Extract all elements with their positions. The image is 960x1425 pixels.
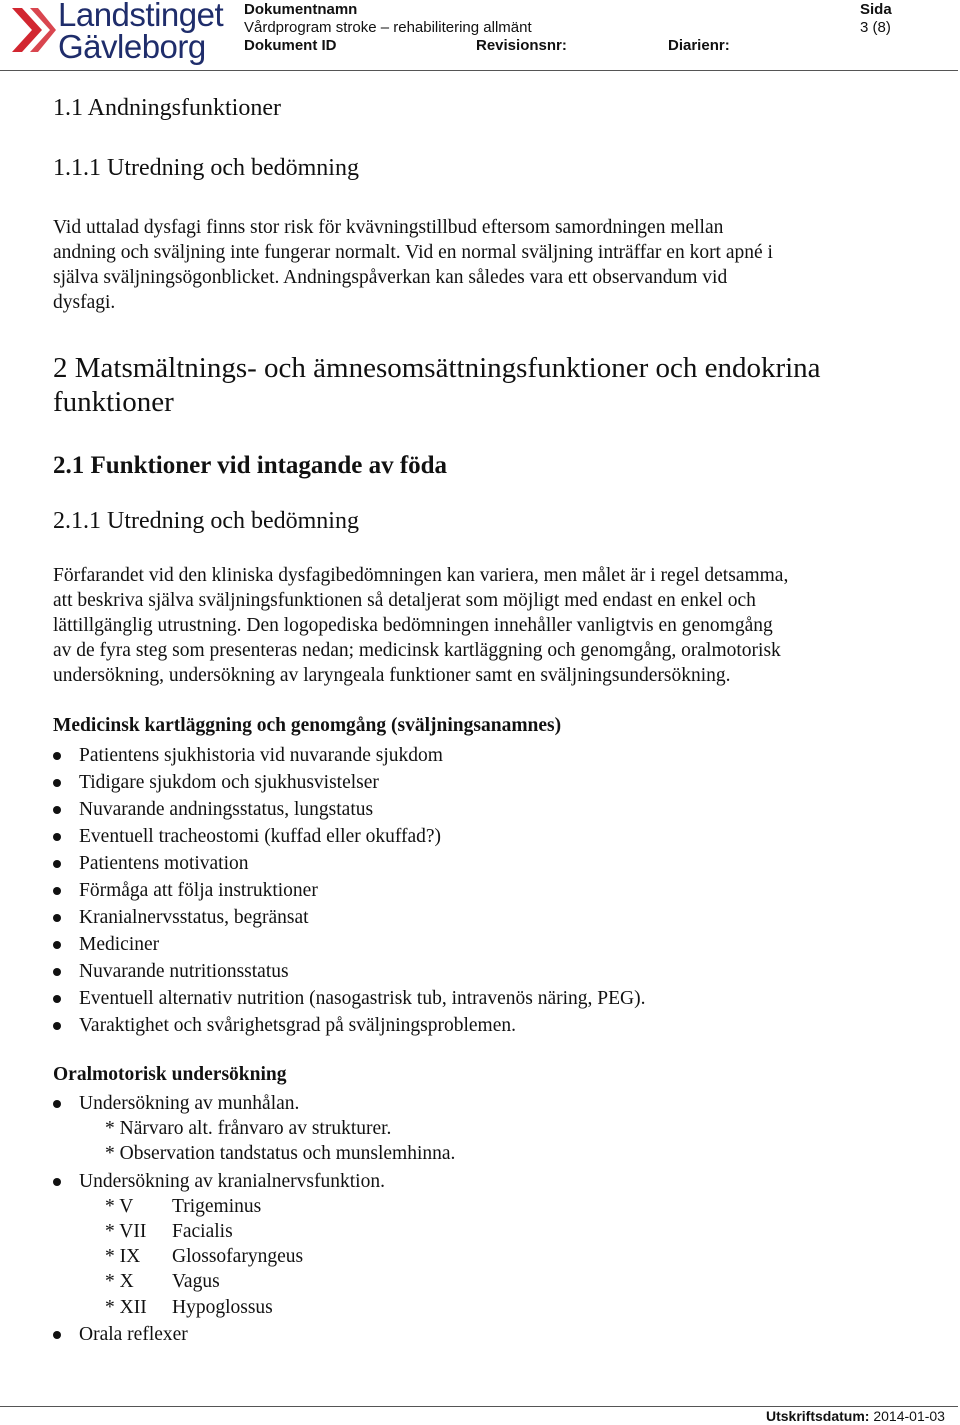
list-item: Nuvarande nutritionsstatus	[53, 958, 645, 985]
bullet-icon	[53, 968, 61, 976]
heading-1-1: 1.1 Andningsfunktioner	[53, 95, 281, 121]
oralmotorisk-list	[53, 1091, 913, 1347]
logo	[8, 2, 238, 68]
list-item: Förmåga att följa instruktioner	[53, 877, 645, 904]
list-item: Kranialnervsstatus, begränsat	[53, 904, 645, 931]
list-item: Varaktighet och svårighetsgrad på sväljningsproblemen.	[53, 1012, 645, 1039]
doc-id-label: Dokument ID	[244, 37, 337, 54]
logo-mark-icon	[8, 2, 56, 60]
list-item: Eventuell alternativ nutrition (nasogastrisk tub, intravenös näring, PEG).	[53, 985, 645, 1012]
bullet-icon	[53, 779, 61, 787]
bullet-icon	[53, 806, 61, 814]
nerve-item: * XII Hypoglossus	[105, 1296, 273, 1318]
nerve-item: * V Trigeminus	[105, 1195, 262, 1217]
bullet-icon	[53, 1178, 61, 1186]
list-item: Tidigare sjukdom och sjukhusvistelser	[53, 769, 645, 796]
revision-label: Revisionsnr:	[476, 37, 567, 54]
page-number: 3 (8)	[860, 19, 891, 36]
list-item: Patientens sjukhistoria vid nuvarande sjukdom	[53, 742, 645, 769]
heading-2-1-1: 2.1.1 Utredning och bedömning	[53, 508, 359, 534]
list-item: Patientens motivation	[53, 850, 645, 877]
heading-1-1-1: 1.1.1 Utredning och bedömning	[53, 155, 359, 181]
paragraph-andning: Vid uttalad dysfagi finns stor risk för kvävningstillbud eftersom samordningen mellan andning och sväljning inte fungerar normalt. Vid en normal sväljning inträffar en kort apné i själva sväljningsögonblicket. Andningspåverkan kan således vara ett observandum vid dysfagi.	[53, 217, 773, 313]
logo-line1: Landstinget	[58, 0, 224, 33]
nerve-item: * IX Glossofaryngeus	[105, 1246, 304, 1268]
list-item: Nuvarande andningsstatus, lungstatus	[53, 796, 645, 823]
page-label: Sida	[860, 1, 892, 18]
bullet-icon	[53, 833, 61, 841]
heading-2: 2 Matsmältnings- och ämnesomsättningsfunktioner och endokrina funktioner	[53, 352, 821, 418]
bullet-icon	[53, 914, 61, 922]
bullet-icon	[53, 860, 61, 868]
medicinsk-list	[53, 742, 645, 1039]
header-divider	[0, 70, 958, 71]
list-item: Mediciner	[53, 931, 645, 958]
bullet-icon	[53, 1022, 61, 1030]
doc-name-label: Dokumentnamn	[244, 1, 358, 18]
nerve-item: * VII Facialis	[105, 1220, 233, 1242]
heading-oralmotorisk: Oralmotorisk undersökning	[53, 1064, 287, 1085]
bullet-icon	[53, 1331, 61, 1339]
bullet-icon	[53, 995, 61, 1003]
bullet-icon	[53, 752, 61, 760]
print-date: Utskriftsdatum: 2014-01-03	[766, 1408, 945, 1424]
list-item: Undersökning av kranialnervsfunktion.	[53, 1169, 913, 1194]
diarienr-label: Diarienr:	[668, 37, 730, 54]
bullet-icon	[53, 887, 61, 895]
nerve-item: * X Vagus	[105, 1271, 220, 1293]
heading-medicinsk: Medicinsk kartläggning och genomgång (sväljningsanamnes)	[53, 715, 562, 736]
footer-divider	[0, 1406, 958, 1407]
bullet-icon	[53, 941, 61, 949]
list-item: Eventuell tracheostomi (kuffad eller okuffad?)	[53, 823, 645, 850]
heading-2-1: 2.1 Funktioner vid intagande av föda	[53, 452, 448, 479]
sub-item: * Observation tandstatus och munslemhinna.	[105, 1143, 456, 1165]
doc-name: Vårdprogram stroke – rehabilitering allmänt	[244, 19, 532, 36]
list-item: Undersökning av munhålan.	[53, 1091, 913, 1116]
logo-line2: Gävleborg	[58, 28, 206, 65]
bullet-icon	[53, 1100, 61, 1108]
paragraph-dysfagibedomning: Förfarandet vid den kliniska dysfagibedömningen kan variera, men målet är i regel detsamma, att beskriva själva sväljningsfunktionen så detaljerat som möjligt med endast en enkel och lättillgänglig utrustning. Den logopediska bedömningen innehåller vanligtvis en genomgång av de fyra steg som presenteras nedan; medicinsk kartläggning och genomgång, oralmotorisk undersökning, undersökning av laryngeala funktioner samt en sväljningsundersökning.	[53, 565, 789, 686]
list-item: Orala reflexer	[53, 1322, 913, 1347]
sub-item: * Närvaro alt. frånvaro av strukturer.	[105, 1118, 392, 1139]
